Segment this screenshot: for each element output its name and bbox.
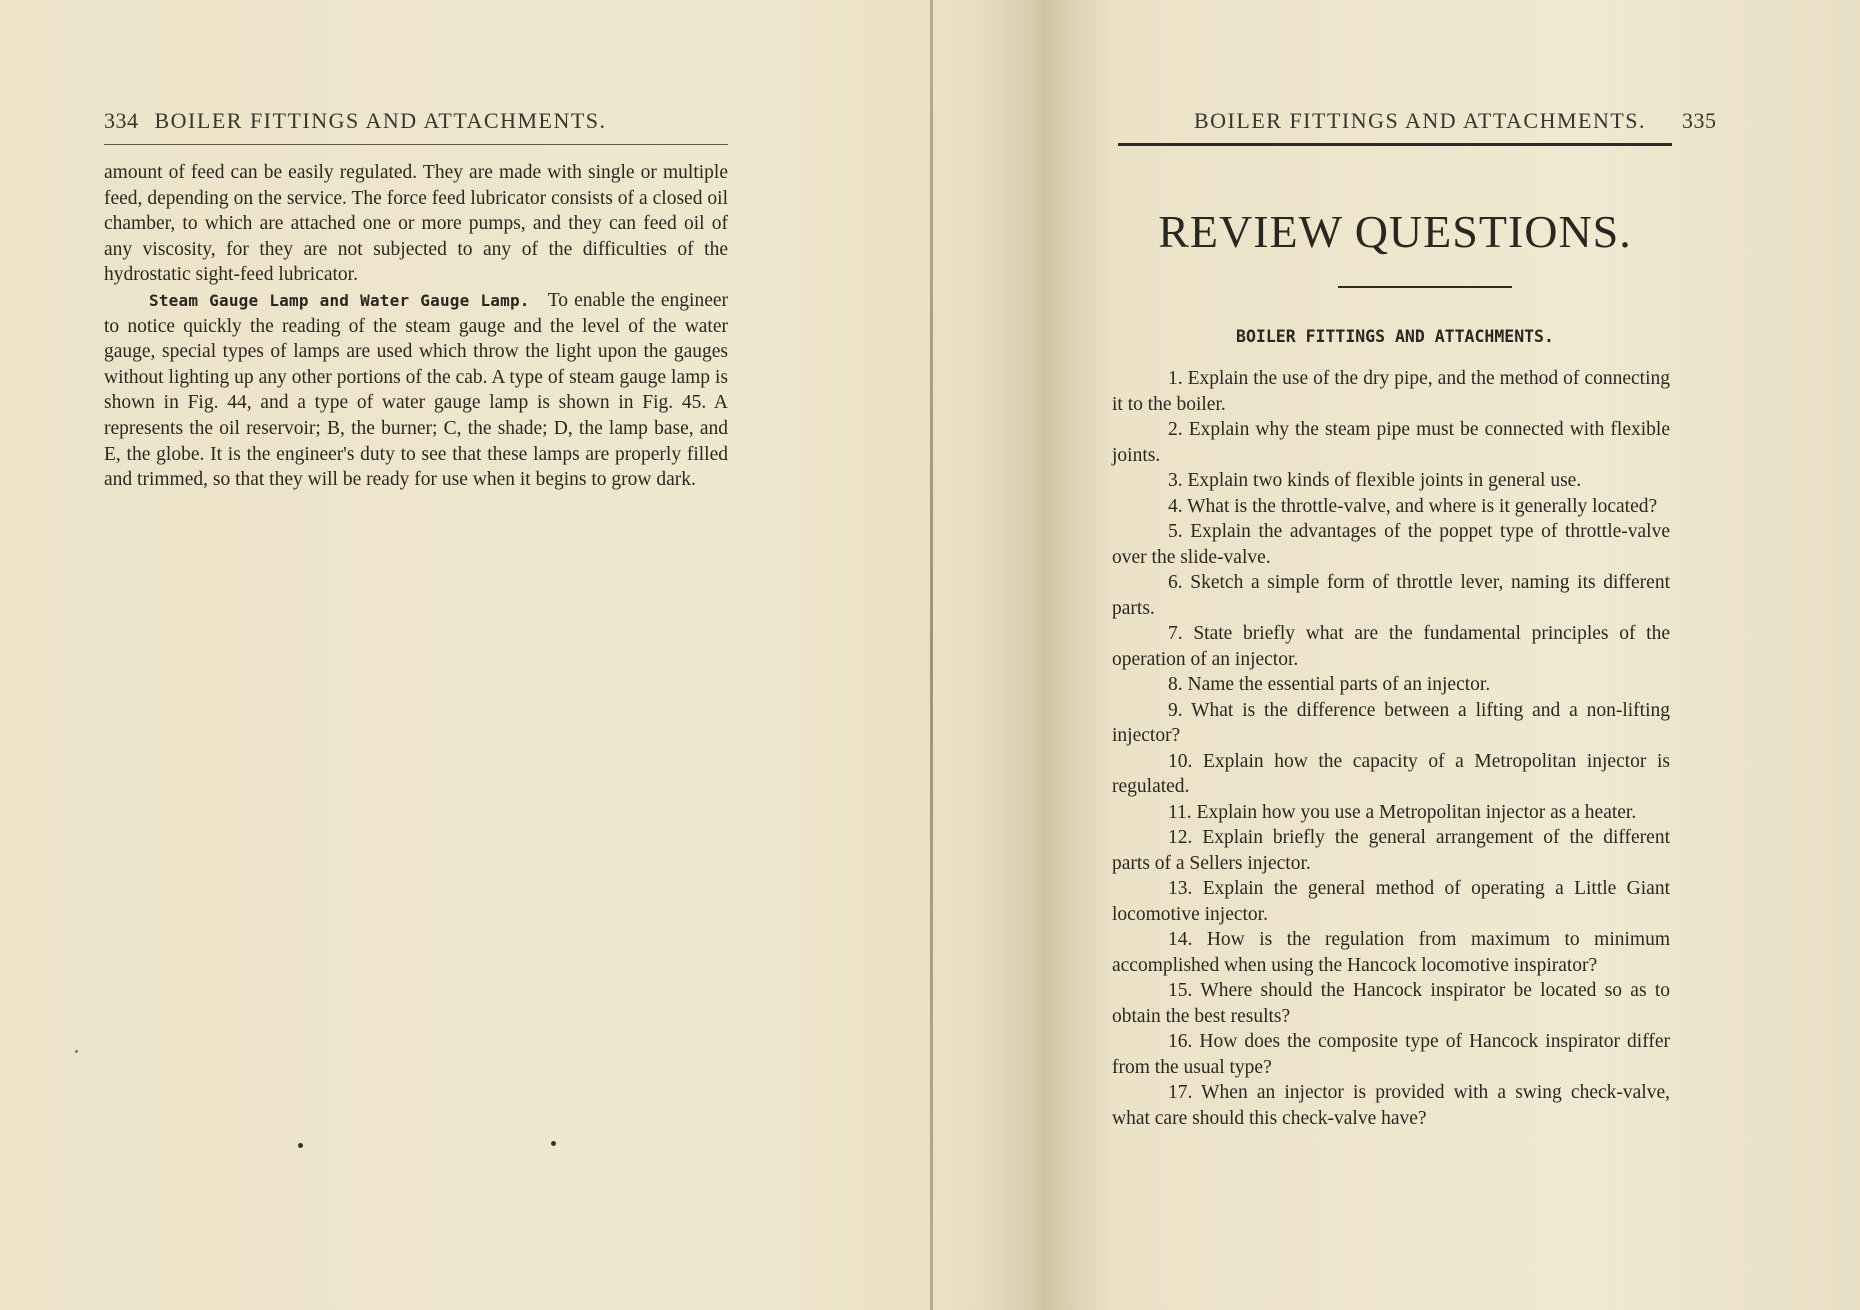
print-speck (298, 1143, 303, 1148)
question-item: 11. Explain how you use a Metropolitan injector as a heater. (1168, 801, 1637, 823)
question-item: 10. Explain how the capacity of a Metropolitan injector is regulated. (1112, 750, 1670, 797)
question-item: 1. Explain the use of the dry pipe, and the method of connecting it to the boiler. (1112, 368, 1670, 415)
question-item: 6. Sketch a simple form of throttle lever, naming its different parts. (1112, 572, 1670, 619)
left-running-head-title: BOILER FITTINGS AND ATTACHMENTS. (154, 108, 607, 133)
left-page-number: 334 (104, 108, 139, 133)
section-heading: BOILER FITTINGS AND ATTACHMENTS. (1236, 327, 1554, 346)
left-body-text (104, 160, 728, 493)
question-item: 12. Explain briefly the general arrangement of the different parts of a Sellers injector. (1112, 827, 1670, 874)
question-item: 15. Where should the Hancock inspirator be located so as to obtain the best results? (1112, 980, 1670, 1027)
question-item: 16. How does the composite type of Hancock inspirator differ from the usual type? (1112, 1031, 1670, 1078)
right-page-number: 335 (1682, 108, 1717, 133)
question-item: 8. Name the essential parts of an injector. (1168, 674, 1491, 695)
paragraph-gauge-lamp-text: To enable the engineer to notice quickly the reading of the steam gauge and the level of the water gauge, special types of lamps are used which throw the light upon the gauges without lighting up any other portions of the cab. A type of steam gauge lamp is shown in Fig. 44, and a type of water gauge lamp is shown in Fig. 45. A represents the oil reservoir; B, the burner; C, the shade; D, the lamp base, and E, the globe. It is the engineer's duty to see that these lamps are properly filled and trimmed, so that they will be ready for use when it begins to grow dark. (104, 289, 728, 491)
print-speck (551, 1141, 556, 1146)
paragraph-lubricator: amount of feed can be easily regulated. They are made with single or multiple feed, depending on the service. The force feed lubricator consists of a closed oil chamber, to which are attached one or more pumps, and they can feed oil of any viscosity, for they are not subjected to any of the difficulties of the hydrostatic sight-feed lubricator. (104, 162, 728, 286)
run-in-heading: Steam Gauge Lamp and Water Gauge Lamp. (149, 290, 530, 310)
book-gutter (930, 0, 933, 1310)
question-item: 2. Explain why the steam pipe must be connected with flexible joints. (1112, 419, 1670, 466)
question-item: 17. When an injector is provided with a swing check-valve, what care should this check-valve have? (1112, 1082, 1670, 1129)
right-running-head-title: BOILER FITTINGS AND ATTACHMENTS. (1194, 108, 1647, 133)
question-item: 14. How is the regulation from maximum to minimum accomplished when using the Hancock locomotive inspirator? (1112, 929, 1670, 976)
question-item: 5. Explain the advantages of the poppet type of throttle-valve over the slide-valve. (1112, 521, 1670, 568)
question-list (1112, 366, 1670, 1131)
question-item: 13. Explain the general method of operating a Little Giant locomotive injector. (1112, 878, 1670, 925)
paragraph-gauge-lamp (104, 288, 728, 493)
question-item: 3. Explain two kinds of flexible joints in general use. (1168, 470, 1582, 491)
print-speck (75, 1050, 78, 1053)
left-running-head (104, 108, 607, 134)
right-page (934, 0, 1860, 1310)
question-item: 4. What is the throttle-valve, and where is it generally located? (1168, 495, 1658, 517)
question-item: 9. What is the difference between a lifting and a non-lifting injector? (1112, 699, 1670, 746)
right-head-rule (1118, 143, 1672, 146)
review-questions-title: REVIEW QUESTIONS. (1158, 206, 1632, 257)
right-running-head (1194, 108, 1717, 134)
question-item: 7. State briefly what are the fundamental principles of the operation of an injector. (1112, 623, 1670, 670)
title-rule (1338, 286, 1512, 288)
left-head-rule (104, 144, 728, 145)
